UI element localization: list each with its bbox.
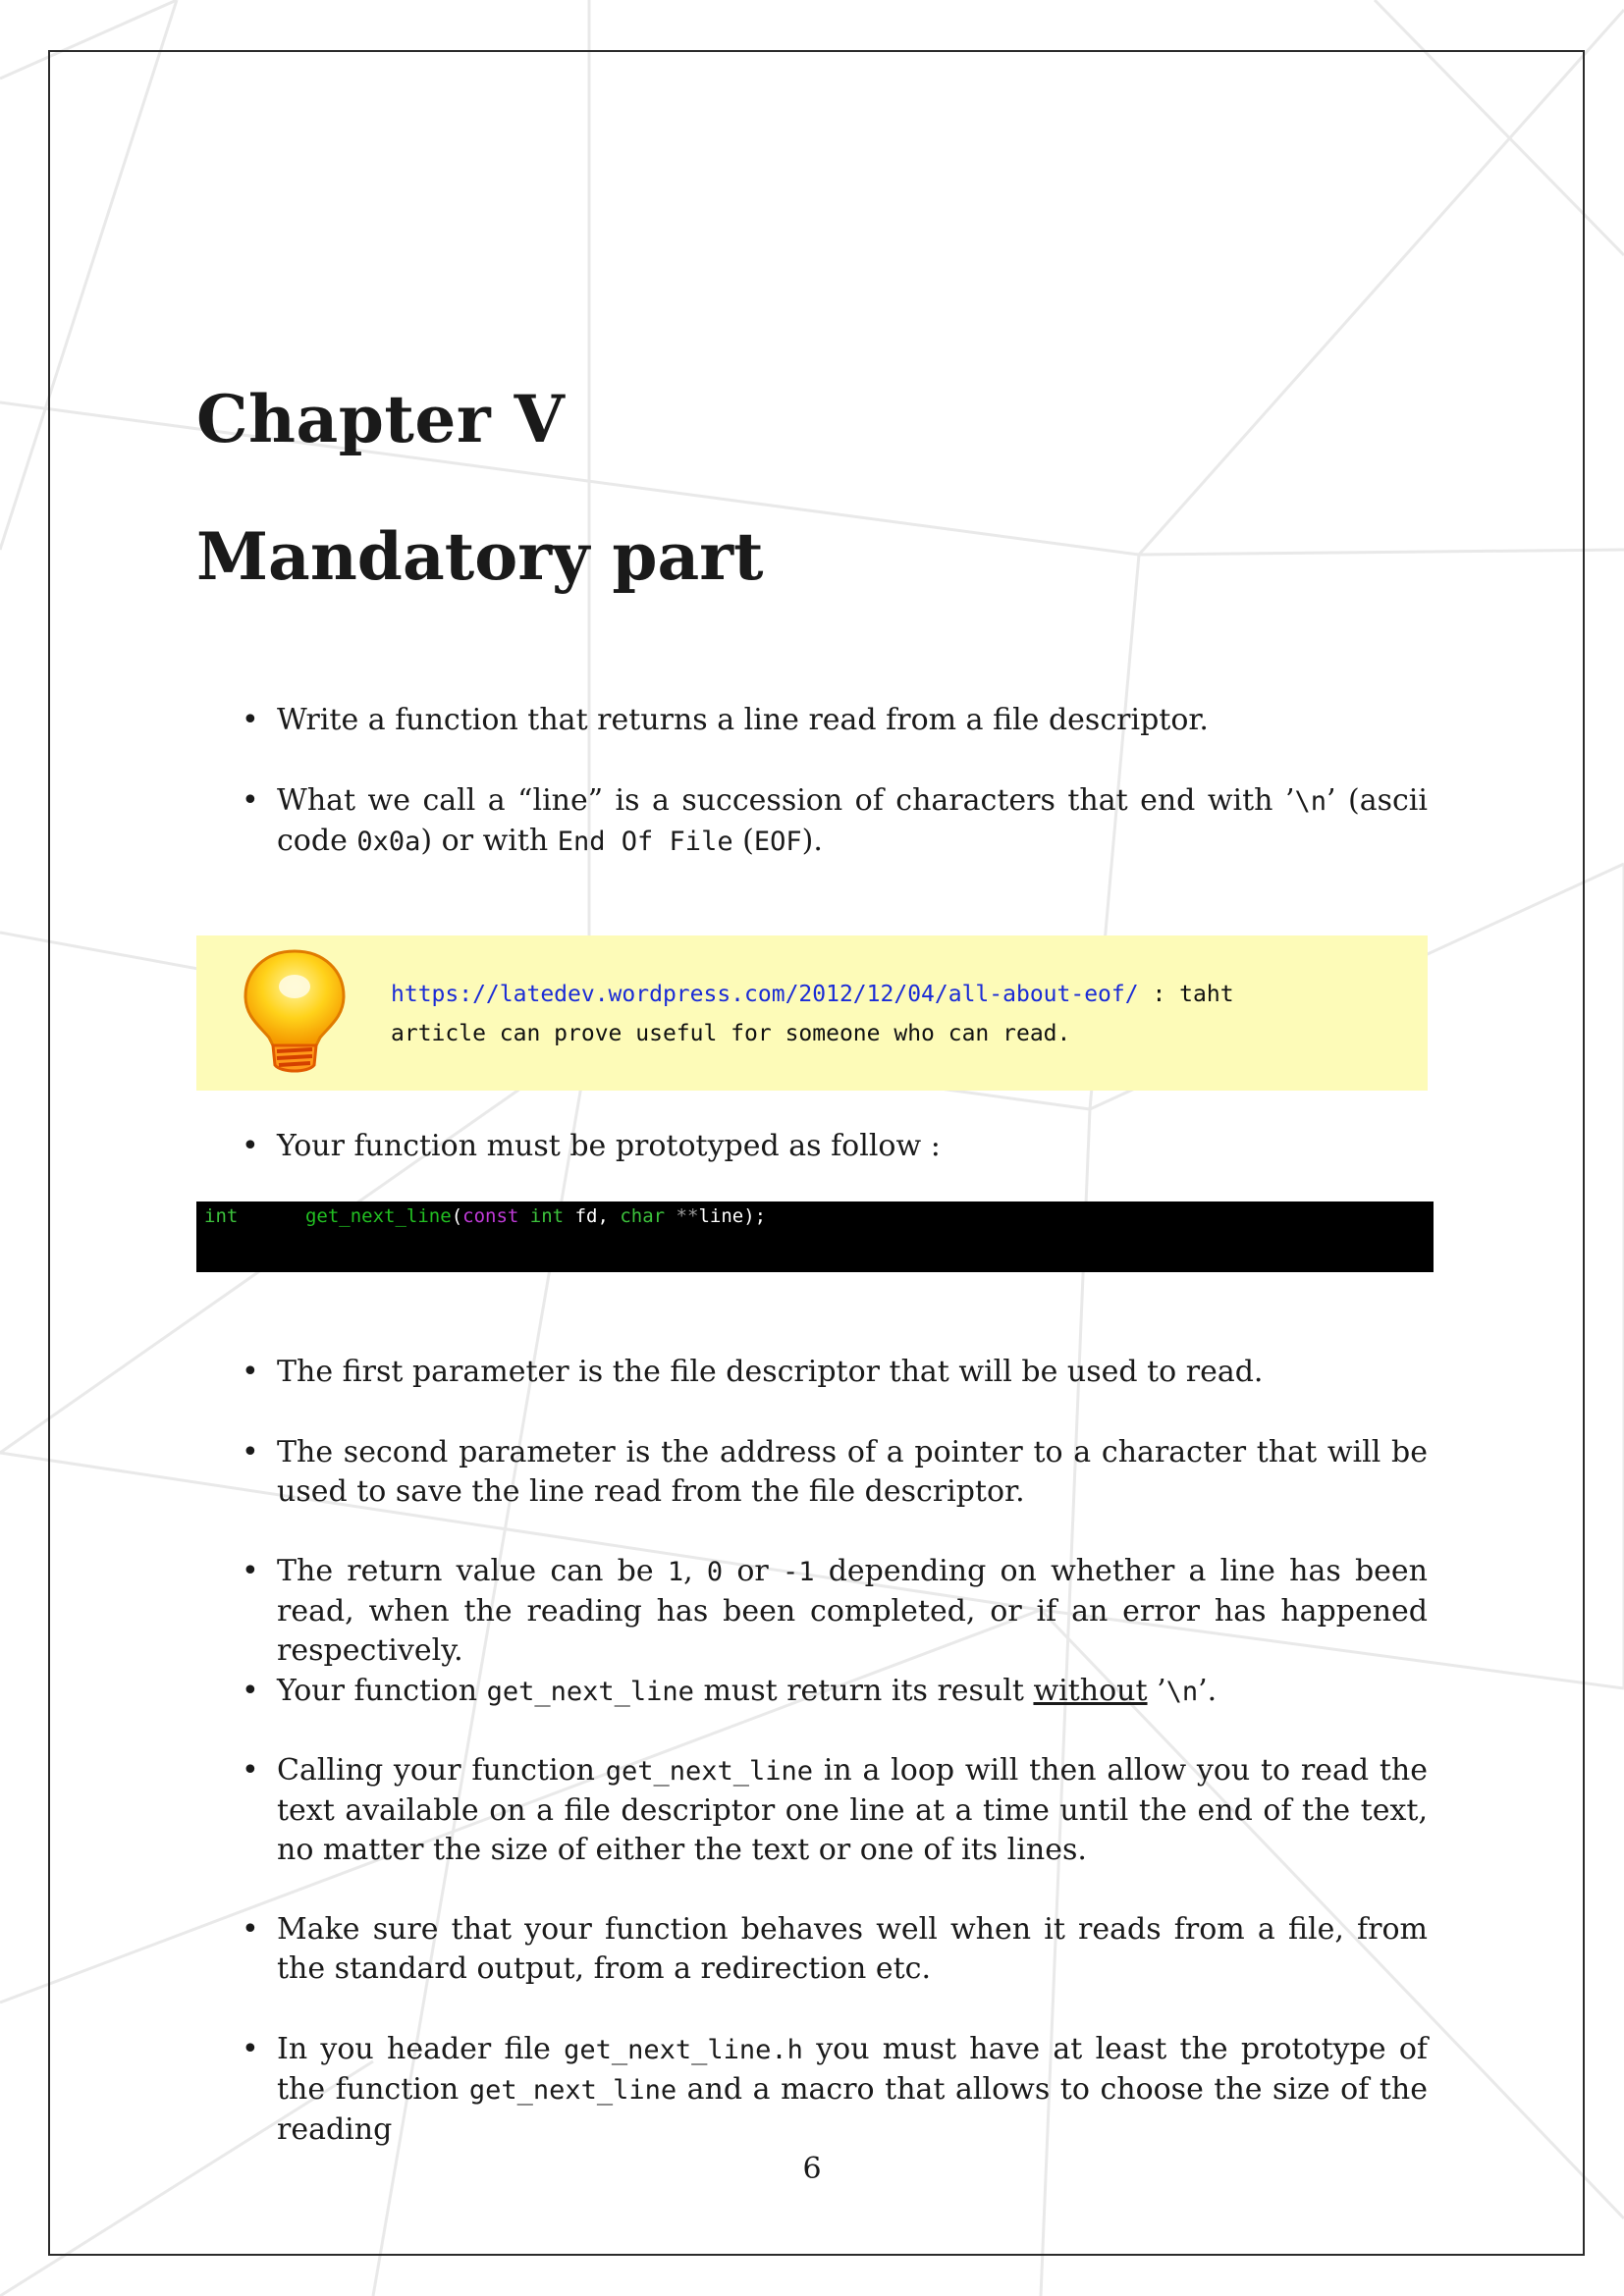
inline-code: EOF <box>753 827 802 857</box>
chapter-label: Chapter V <box>196 381 566 457</box>
list-item <box>277 1433 1428 1512</box>
code-block <box>196 1201 1434 1272</box>
bullet-text: The return value can be <box>277 1554 668 1588</box>
bullet-text: The second parameter is the address of a pointer to a character that will be used to save the line read from the file descriptor. <box>277 1435 1428 1509</box>
inline-code: \n <box>1294 786 1327 817</box>
code-token: int <box>204 1205 239 1227</box>
bullet-text: must return its result <box>693 1674 1034 1708</box>
code-token: fd, <box>564 1205 621 1227</box>
page-title: Mandatory part <box>196 518 764 595</box>
inline-code: get_next_line <box>486 1677 694 1707</box>
list-item <box>277 1552 1428 1671</box>
bullet-text: ’. <box>1198 1674 1218 1708</box>
lightbulb-icon <box>240 947 350 1077</box>
list-item <box>277 1751 1428 1870</box>
underlined-text: without <box>1033 1674 1148 1708</box>
bullet-text: Make sure that your function behaves well when it reads from a file, from the standard output, from a redirection etc. <box>277 1912 1428 1986</box>
list-item <box>277 1127 1428 1166</box>
list-item <box>277 1672 1428 1712</box>
bullet-text: Your function must be prototyped as follow : <box>277 1129 941 1163</box>
bullet-text: ’ (ascii code <box>277 783 1428 858</box>
code-token: const <box>462 1205 519 1227</box>
bullet-text: The first parameter is the file descriptor that will be used to read. <box>277 1355 1264 1389</box>
inline-code: 0x0a <box>356 827 421 857</box>
inline-code: End Of File <box>557 827 733 857</box>
inline-code: 1 <box>667 1557 684 1587</box>
bullet-text: Your function <box>277 1674 487 1708</box>
bullet-text: ) or with <box>420 824 558 858</box>
bullet-text: ’ <box>1147 1674 1166 1708</box>
code-token: ( <box>451 1205 463 1227</box>
bullet-text: or <box>723 1554 783 1588</box>
list-item <box>277 2030 1428 2150</box>
bullet-text: in a loop will then allow you to read the text available on a file descriptor one line at a time until the end of the text, no matter the size of either the text or one of its lines. <box>277 1753 1428 1867</box>
code-token: line); <box>698 1205 767 1227</box>
bullet-text: , <box>683 1554 707 1588</box>
tip-body: : taht article can prove useful for someone who can read. <box>391 982 1234 1046</box>
tip-link[interactable]: https://latedev.wordpress.com/2012/12/04/all-about-eof/ <box>391 982 1139 1007</box>
inline-code: 0 <box>706 1557 724 1587</box>
bullet-text: In you header file <box>277 2032 565 2066</box>
bullet-text: ( <box>732 824 754 858</box>
list-item <box>277 701 1428 740</box>
bullet-text: ). <box>801 824 823 858</box>
page-number: 6 <box>802 2152 822 2186</box>
tip-box <box>196 935 1428 1091</box>
bullet-text: What we call a “line” is a succession of characters that end with ’ <box>277 783 1295 818</box>
tip-text <box>391 975 1333 1053</box>
inline-code: get_next_line <box>468 2075 677 2106</box>
list-item <box>277 1353 1428 1392</box>
inline-code: get_next_line <box>605 1756 814 1787</box>
bullet-text: Calling your function <box>277 1753 606 1788</box>
bullet-text: you must have at least the prototype of the function <box>277 2032 1428 2107</box>
code-line <box>204 1205 766 1227</box>
inline-code: get_next_line.h <box>564 2035 803 2065</box>
bullet-text: and a macro that allows to choose the size of the reading <box>277 2072 1428 2147</box>
inline-code: \n <box>1165 1677 1199 1707</box>
bullet-text: depending on whether a line has been read, when the reading has been completed, or if an error has happened respectively. <box>277 1554 1428 1668</box>
list-item <box>277 781 1428 862</box>
code-token: int <box>529 1205 565 1227</box>
bullet-text: Write a function that returns a line read from a file descriptor. <box>277 703 1209 737</box>
code-token: get_next_line <box>304 1205 452 1227</box>
inline-code: -1 <box>782 1557 815 1587</box>
list-item <box>277 1910 1428 1989</box>
code-token: ** <box>676 1205 699 1227</box>
code-token: char <box>620 1205 666 1227</box>
